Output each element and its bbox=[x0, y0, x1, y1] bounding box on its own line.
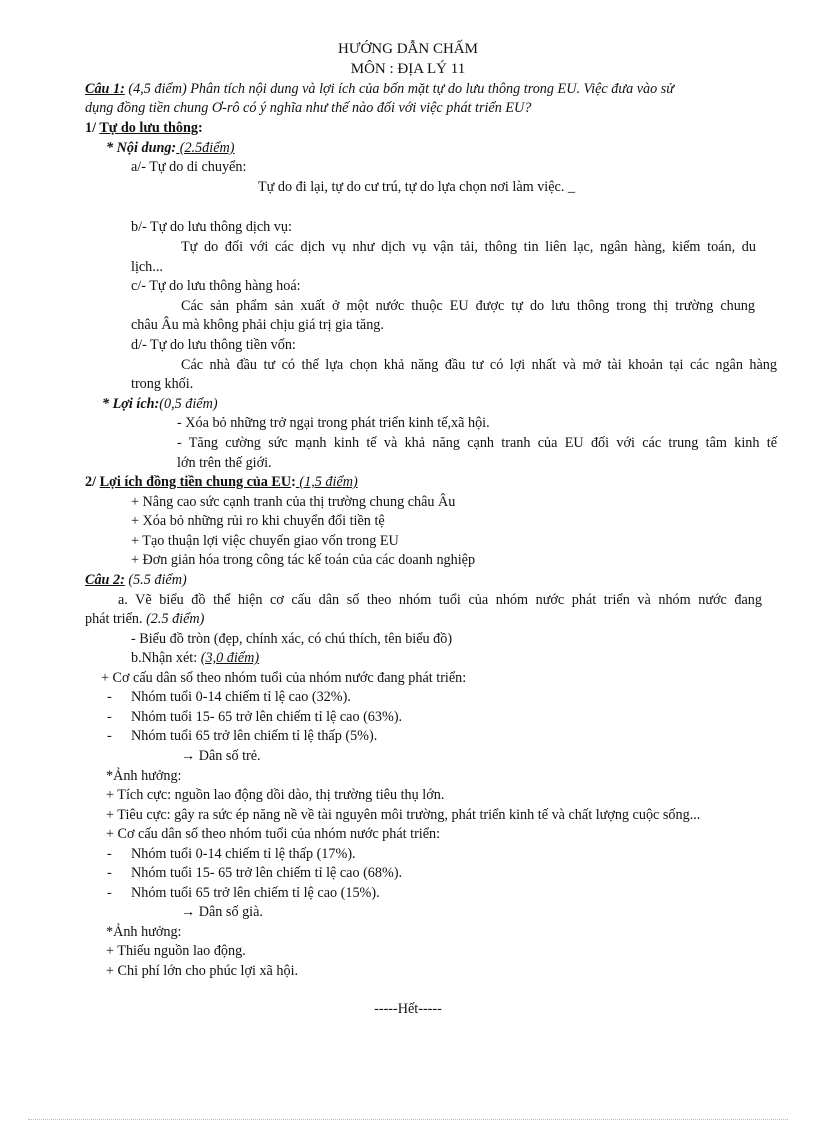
developing-heading: + Cơ cấu dân số theo nhóm tuổi của nhóm nước đang phát triển: bbox=[101, 670, 467, 686]
section-1-number: 1/ bbox=[85, 120, 100, 136]
list-bullet: - bbox=[107, 709, 112, 725]
item-a-title: a/- Tự do di chuyển: bbox=[131, 159, 247, 175]
list-item: + Đơn giản hóa trong công tác kế toán của các doanh nghiệp bbox=[131, 552, 476, 568]
item-a-text: Tự do đi lại, tự do cư trú, tự do lựa chọn nơi làm việc. _ bbox=[258, 179, 576, 195]
item-d-text-cont: trong khối. bbox=[131, 376, 194, 392]
list-bullet: - bbox=[107, 846, 112, 862]
question-2-label: Câu 2: bbox=[85, 572, 125, 588]
section-1-title: Tự do lưu thông bbox=[99, 120, 198, 136]
question-2a-points: (2.5 điểm) bbox=[146, 611, 205, 627]
benefit-item-1: - Xóa bỏ những trở ngại trong phát triển kinh tế,xã hội. bbox=[177, 415, 490, 431]
item-c-text: Các sản phẩm sản xuất ở một nước thuộc EU được tự do lưu thông trong thị trường chung bbox=[181, 298, 755, 314]
list-item: Nhóm tuổi 65 trở lên chiếm tỉ lệ thấp (5%). bbox=[131, 728, 378, 744]
list-item: + Tiêu cực: gây ra sức ép năng nề về tài nguyên môi trường, phát triển kinh tế và chất lượng cuộc sống... bbox=[106, 807, 701, 823]
list-item: + Nâng cao sức cạnh tranh của thị trường chung châu Âu bbox=[131, 494, 456, 510]
section-1-heading bbox=[85, 119, 203, 138]
item-b-text-cont: lịch... bbox=[131, 259, 163, 275]
question-2-points: (5.5 điểm) bbox=[124, 572, 187, 588]
question-2b-label: b.Nhận xét: bbox=[131, 650, 201, 666]
item-b-title: b/- Tự do lưu thông dịch vụ: bbox=[131, 219, 292, 235]
item-c-title: c/- Tự do lưu thông hàng hoá: bbox=[131, 278, 301, 294]
benefit-item-2-cont: lớn trên thế giới. bbox=[177, 455, 272, 471]
section-2-number: 2/ bbox=[85, 474, 100, 490]
item-b-text: Tự do đối với các dịch vụ như dịch vụ vận tải, thông tin liên lạc, ngân hàng, kiểm toán, du bbox=[181, 239, 756, 255]
question-2b-heading bbox=[131, 649, 259, 668]
list-item: Nhóm tuổi 15- 65 trở lên chiếm tỉ lệ cao (68%). bbox=[131, 865, 403, 881]
page-title: HƯỚNG DẪN CHẤM bbox=[338, 41, 478, 57]
question-1-heading bbox=[85, 80, 674, 99]
item-d-text: Các nhà đầu tư có thể lựa chọn khả năng đầu tư có lợi nhất và mở tài khoản tại các ngân hàng bbox=[181, 357, 777, 373]
list-item: + Xóa bỏ những rủi ro khi chuyển đổi tiền tệ bbox=[131, 513, 385, 529]
item-d-title: d/- Tự do lưu thông tiền vốn: bbox=[131, 337, 296, 353]
developed-heading: + Cơ cấu dân số theo nhóm tuổi của nhóm nước phát triển: bbox=[106, 826, 441, 842]
question-1-text: (4,5 điểm) Phân tích nội dung và lợi ích của bốn mặt tự do lưu thông trong EU. Việc đưa vào sử bbox=[124, 81, 675, 97]
benefit-points: (0,5 điểm) bbox=[159, 396, 218, 412]
list-item: + Chi phí lớn cho phúc lợi xã hội. bbox=[106, 963, 299, 979]
subject-title: MÔN : ĐỊA LÝ 11 bbox=[350, 61, 466, 77]
section-2-points: (1,5 điểm) bbox=[295, 474, 358, 490]
question-2-heading bbox=[85, 571, 187, 590]
question-2a-text-cont bbox=[85, 610, 204, 629]
page-bottom-divider bbox=[28, 1119, 788, 1120]
question-2a-note: - Biểu đồ tròn (đẹp, chính xác, có chú thích, tên biểu đồ) bbox=[131, 631, 453, 647]
developing-effect-label: *Ảnh hưởng: bbox=[106, 768, 182, 784]
list-item: Nhóm tuổi 0-14 chiếm tỉ lệ cao (32%). bbox=[131, 689, 351, 705]
end-marker: -----Hết----- bbox=[374, 1001, 442, 1017]
list-bullet: - bbox=[107, 728, 112, 744]
section-1-colon: : bbox=[197, 120, 203, 136]
list-item: Nhóm tuổi 0-14 chiếm tỉ lệ thấp (17%). bbox=[131, 846, 356, 862]
section-2-heading bbox=[85, 473, 358, 492]
list-bullet: - bbox=[107, 689, 112, 705]
section-2-title: Lợi ích đồng tiền chung của EU bbox=[99, 474, 292, 490]
question-1-text-cont: dụng đồng tiền chung Ơ-rô có ý nghĩa như thế nào đối với việc phát triển EU? bbox=[85, 100, 532, 116]
question-2b-points: (3,0 điểm) bbox=[200, 650, 260, 666]
section-2-colon: : bbox=[291, 474, 296, 490]
list-item: + Tạo thuận lợi việc chuyển giao vốn trong EU bbox=[131, 533, 399, 549]
benefit-label: * Lợi ích: bbox=[102, 396, 160, 412]
question-2a-text-end: phát triển. bbox=[85, 611, 147, 627]
content-label: * Nội dung: bbox=[106, 140, 177, 156]
question-2a-text: a. Vẽ biểu đồ thể hiện cơ cấu dân số theo nhóm tuổi của nhóm nước phát triển và nhóm nước đang bbox=[118, 592, 762, 608]
list-bullet: - bbox=[107, 885, 112, 901]
benefit-item-2: - Tăng cường sức mạnh kinh tế và khả năng cạnh tranh của EU đối với các trung tâm kinh tế bbox=[177, 435, 777, 451]
developed-effect-label: *Ảnh hưởng: bbox=[106, 924, 182, 940]
developed-conclusion: → Dân số già. bbox=[181, 904, 263, 920]
list-item: + Tích cực: nguồn lao động dồi dào, thị trường tiêu thụ lớn. bbox=[106, 787, 445, 803]
question-1-label: Câu 1: bbox=[85, 81, 125, 97]
list-bullet: - bbox=[107, 865, 112, 881]
list-item: Nhóm tuổi 65 trở lên chiếm tỉ lệ cao (15%). bbox=[131, 885, 380, 901]
list-item: Nhóm tuổi 15- 65 trở lên chiếm tỉ lệ cao (63%). bbox=[131, 709, 403, 725]
list-item: + Thiếu nguồn lao động. bbox=[106, 943, 246, 959]
content-points: (2.5điểm) bbox=[176, 140, 235, 156]
content-heading bbox=[106, 139, 234, 158]
benefit-heading bbox=[102, 395, 218, 414]
item-c-text-cont: châu Âu mà không phải chịu giá trị gia tăng. bbox=[131, 317, 384, 333]
developing-conclusion: → Dân số trẻ. bbox=[181, 748, 261, 764]
